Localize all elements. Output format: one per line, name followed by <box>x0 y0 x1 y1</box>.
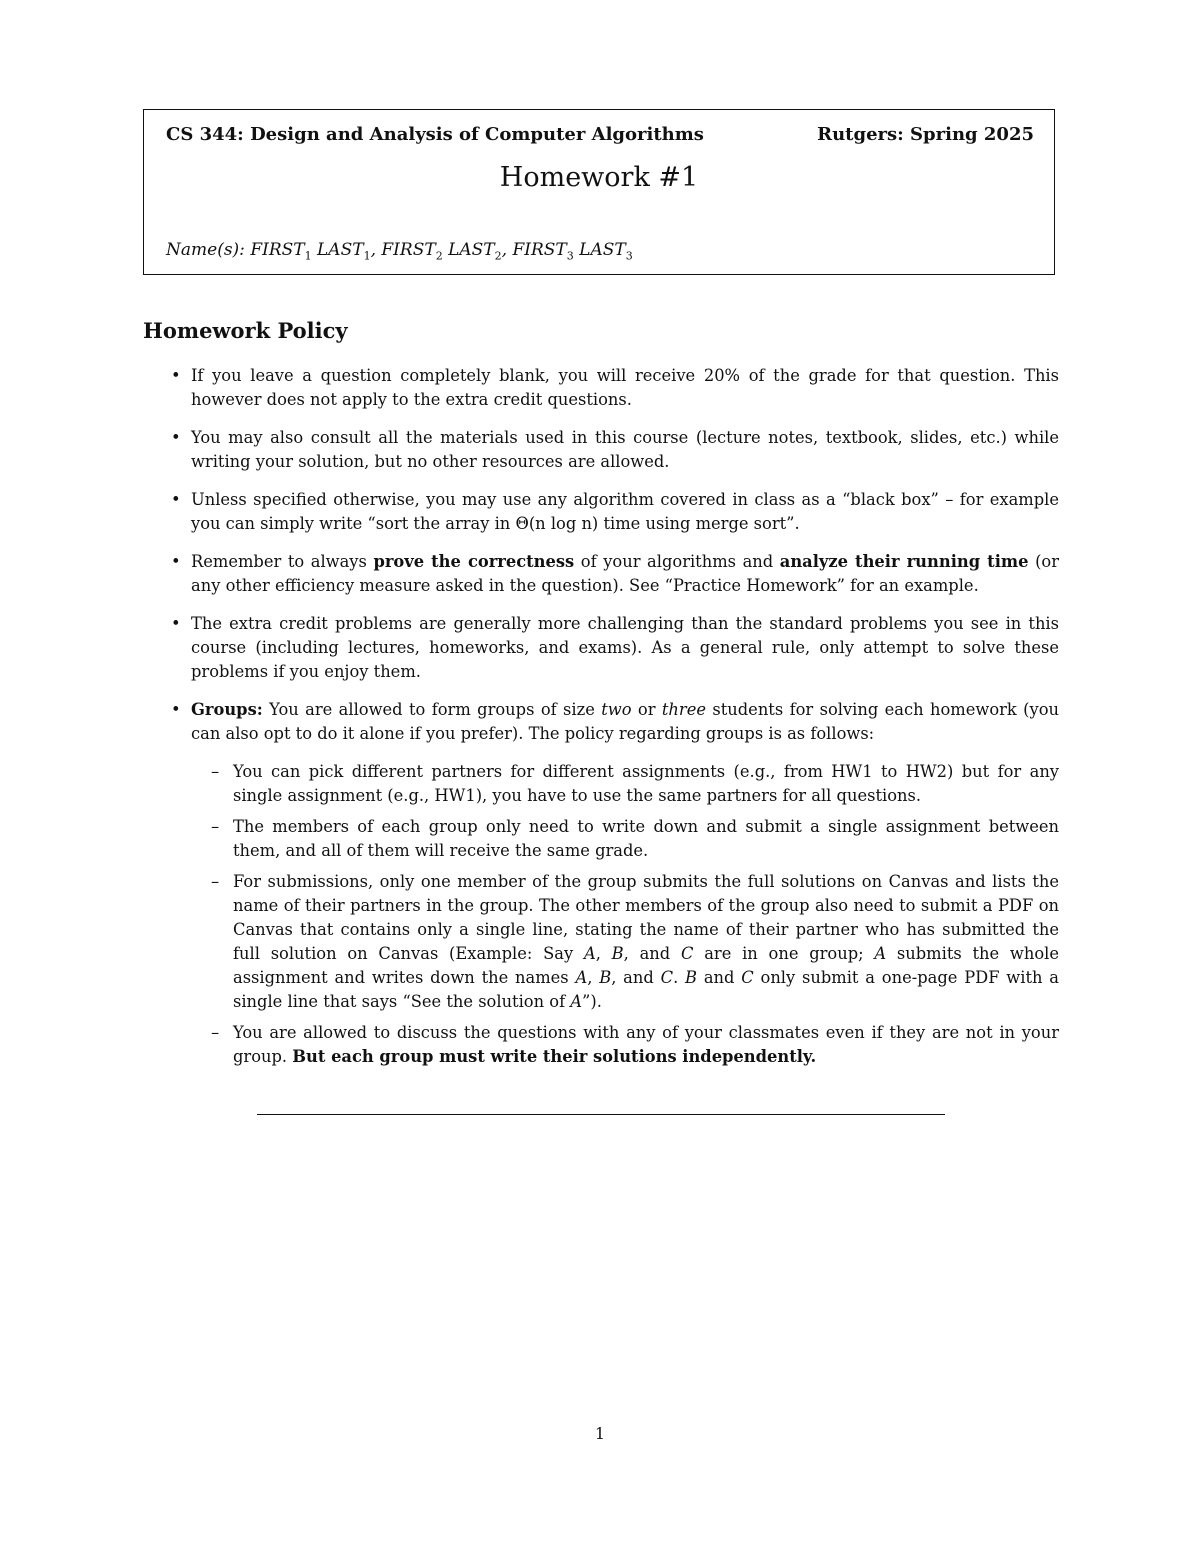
bullet-icon: • <box>171 428 181 447</box>
name-2: $FIRST_2$ $LAST_2$ <box>381 240 502 263</box>
policy-item: • You may also consult all the materials used in this course (lecture notes, textbook, slides, etc.) while writing your solution, but no other resources are allowed. <box>171 428 1059 471</box>
policy-item: • If you leave a question completely blank, you will receive 20% of the grade for that question. This however does not apply to the extra credit questions. <box>171 366 1059 409</box>
header-box <box>143 109 1055 275</box>
homework-title: Homework #1 <box>499 162 699 193</box>
sub-item: – The members of each group only need to write down and submit a single assignment between them, and all of them will receive the same grade. <box>211 817 1059 860</box>
sub-item: – You are allowed to discuss the questions with any of your classmates even if they are not in your group. But each group must write their solutions independently. <box>211 1023 1059 1066</box>
bullet-icon: • <box>171 552 181 571</box>
dash-icon: – <box>211 872 220 891</box>
policy-item-groups: • Groups: You are allowed to form groups of size two or three students for solving each homework (you can also opt to do it alone if you prefer). The policy regarding groups is as follows: – You can pick different partners for different assignments (e.g., from HW1 to HW2) but for any single assignment (e.g., HW1), you have to use the same partners for all questions. – The members of each group only need to write down and submit a single assignment between them, and all of them will receive the same grade. – For submissions, only one member of the group submits the full solutions on Canvas and lists the name of their partners in the group. The other members of the group also need to submit a PDF on Canvas that contains only a single line, stating the name of their partner who has submitted the full solution on Canvas (Example: Say A, B, and C are in one group; A submits the whole assignment and writes down the names A, B, and C. B and C only submit a one-page PDF with a single line that says “See the solution of A”). – You are allowed to discuss the questions with any of your classmates even if they are not in your group. But each group must write their solutions independently. <box>143 698 1059 1069</box>
groups-sub-list <box>191 760 1059 1069</box>
bullet-icon: • <box>171 614 181 633</box>
policy-item: • Remember to always prove the correctness of your algorithms and analyze their running time (or any other efficiency measure asked in the question). See “Practice Homework” for an example. <box>171 552 1060 595</box>
policy-item: • The extra credit problems are generally more challenging than the standard problems you see in this course (including lectures, homeworks, and exams). As a general rule, only attempt to solve these problems if you enjoy them. <box>171 614 1059 681</box>
course-line <box>166 124 1034 145</box>
dash-icon: – <box>211 1023 220 1042</box>
sub-item: – For submissions, only one member of the group submits the full solutions on Canvas and lists the name of their partners in the group. The other members of the group also need to submit a PDF on Canvas that contains only a single line, stating the name of their partner who has submitted the full solution on Canvas (Example: Say A, B, and C are in one group; A submits the whole assignment and writes down the names A, B, and C. B and C only submit a one-page PDF with a single line that says “See the solution of A”). <box>211 872 1059 1011</box>
bullet-icon: • <box>171 490 181 509</box>
policy-item: • Unless specified otherwise, you may use any algorithm covered in class as a “black box” – for example you can simply write “sort the array in Θ(n log n) time using merge sort”. <box>171 490 1059 533</box>
name-1: $FIRST_1$ $LAST_1$ <box>250 240 371 263</box>
section-title: Homework Policy <box>143 318 348 343</box>
page-number: 1 <box>594 1424 606 1443</box>
policy-list <box>143 364 1059 1083</box>
bullet-icon: • <box>171 700 181 719</box>
name-3: $FIRST_3$ $LAST_3$ <box>512 240 633 263</box>
names-line: Name(s): $FIRST_1$ $LAST_1$, $FIRST_2$ $LAST_2$, $FIRST_3$ $LAST_3$ <box>166 240 633 263</box>
dash-icon: – <box>211 817 220 836</box>
names-label: Name(s): <box>166 240 251 260</box>
course-term: Rutgers: Spring 2025 <box>817 124 1034 145</box>
dash-icon: – <box>211 762 220 781</box>
horizontal-rule <box>257 1114 945 1115</box>
sub-item: – You can pick different partners for different assignments (e.g., from HW1 to HW2) but for any single assignment (e.g., HW1), you have to use the same partners for all questions. <box>211 762 1059 805</box>
bullet-icon: • <box>171 366 181 385</box>
course-title: CS 344: Design and Analysis of Computer Algorithms <box>166 124 704 145</box>
